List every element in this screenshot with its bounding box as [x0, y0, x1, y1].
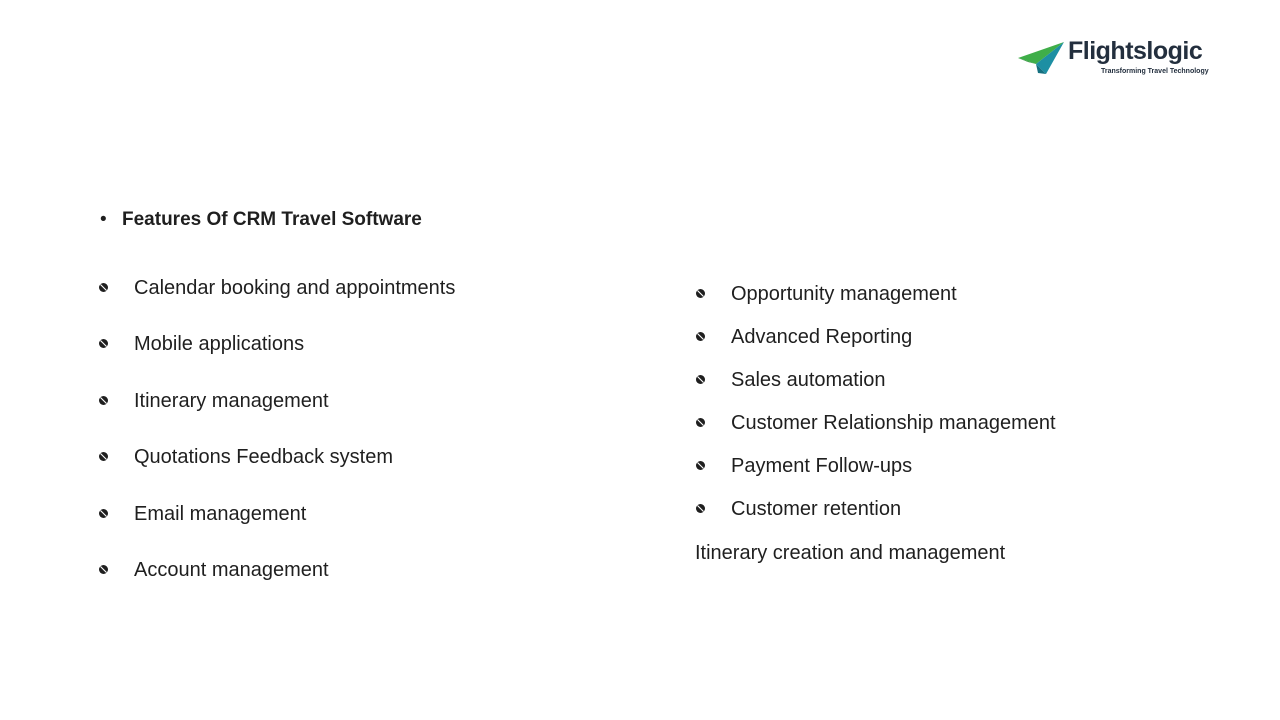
logo-tagline: Transforming Travel Technology [1101, 68, 1209, 75]
list-item-label: Account management [134, 559, 329, 581]
circle-cross-bullet-icon [695, 417, 706, 428]
right-feature-list [695, 281, 1215, 541]
list-item-label: Opportunity management [731, 283, 957, 305]
circle-cross-bullet-icon [98, 508, 109, 519]
list-item-label: Email management [134, 503, 307, 525]
circle-cross-bullet-icon [695, 460, 706, 471]
circle-cross-bullet-icon [695, 288, 706, 299]
heading-bullet: • [100, 209, 107, 230]
circle-cross-bullet-icon [98, 451, 109, 462]
circle-cross-bullet-icon [695, 503, 706, 514]
circle-cross-bullet-icon [98, 564, 109, 575]
list-item-label: Sales automation [731, 369, 886, 391]
section-heading [100, 207, 422, 233]
list-item-label: Calendar booking and appointments [134, 277, 456, 299]
list-item-label: Itinerary management [134, 390, 329, 412]
circle-cross-bullet-icon [695, 374, 706, 385]
left-feature-list [98, 275, 658, 595]
heading-text: Features Of CRM Travel Software [122, 209, 422, 230]
list-item-label: Advanced Reporting [731, 326, 913, 348]
circle-cross-bullet-icon [695, 331, 706, 342]
flightslogic-logo [1016, 36, 1212, 80]
logo-name: Flightslogic [1068, 37, 1203, 65]
list-item-label: Customer retention [731, 498, 902, 520]
circle-cross-bullet-icon [98, 395, 109, 406]
itinerary-creation-line: Itinerary creation and management [695, 542, 1006, 564]
list-item-label: Mobile applications [134, 333, 305, 355]
circle-cross-bullet-icon [98, 338, 109, 349]
paper-plane-logo-icon [1016, 40, 1066, 76]
list-item-label: Payment Follow-ups [731, 455, 913, 477]
list-item-label: Customer Relationship management [731, 412, 1056, 434]
list-item-label: Quotations Feedback system [134, 446, 394, 468]
circle-cross-bullet-icon [98, 282, 109, 293]
